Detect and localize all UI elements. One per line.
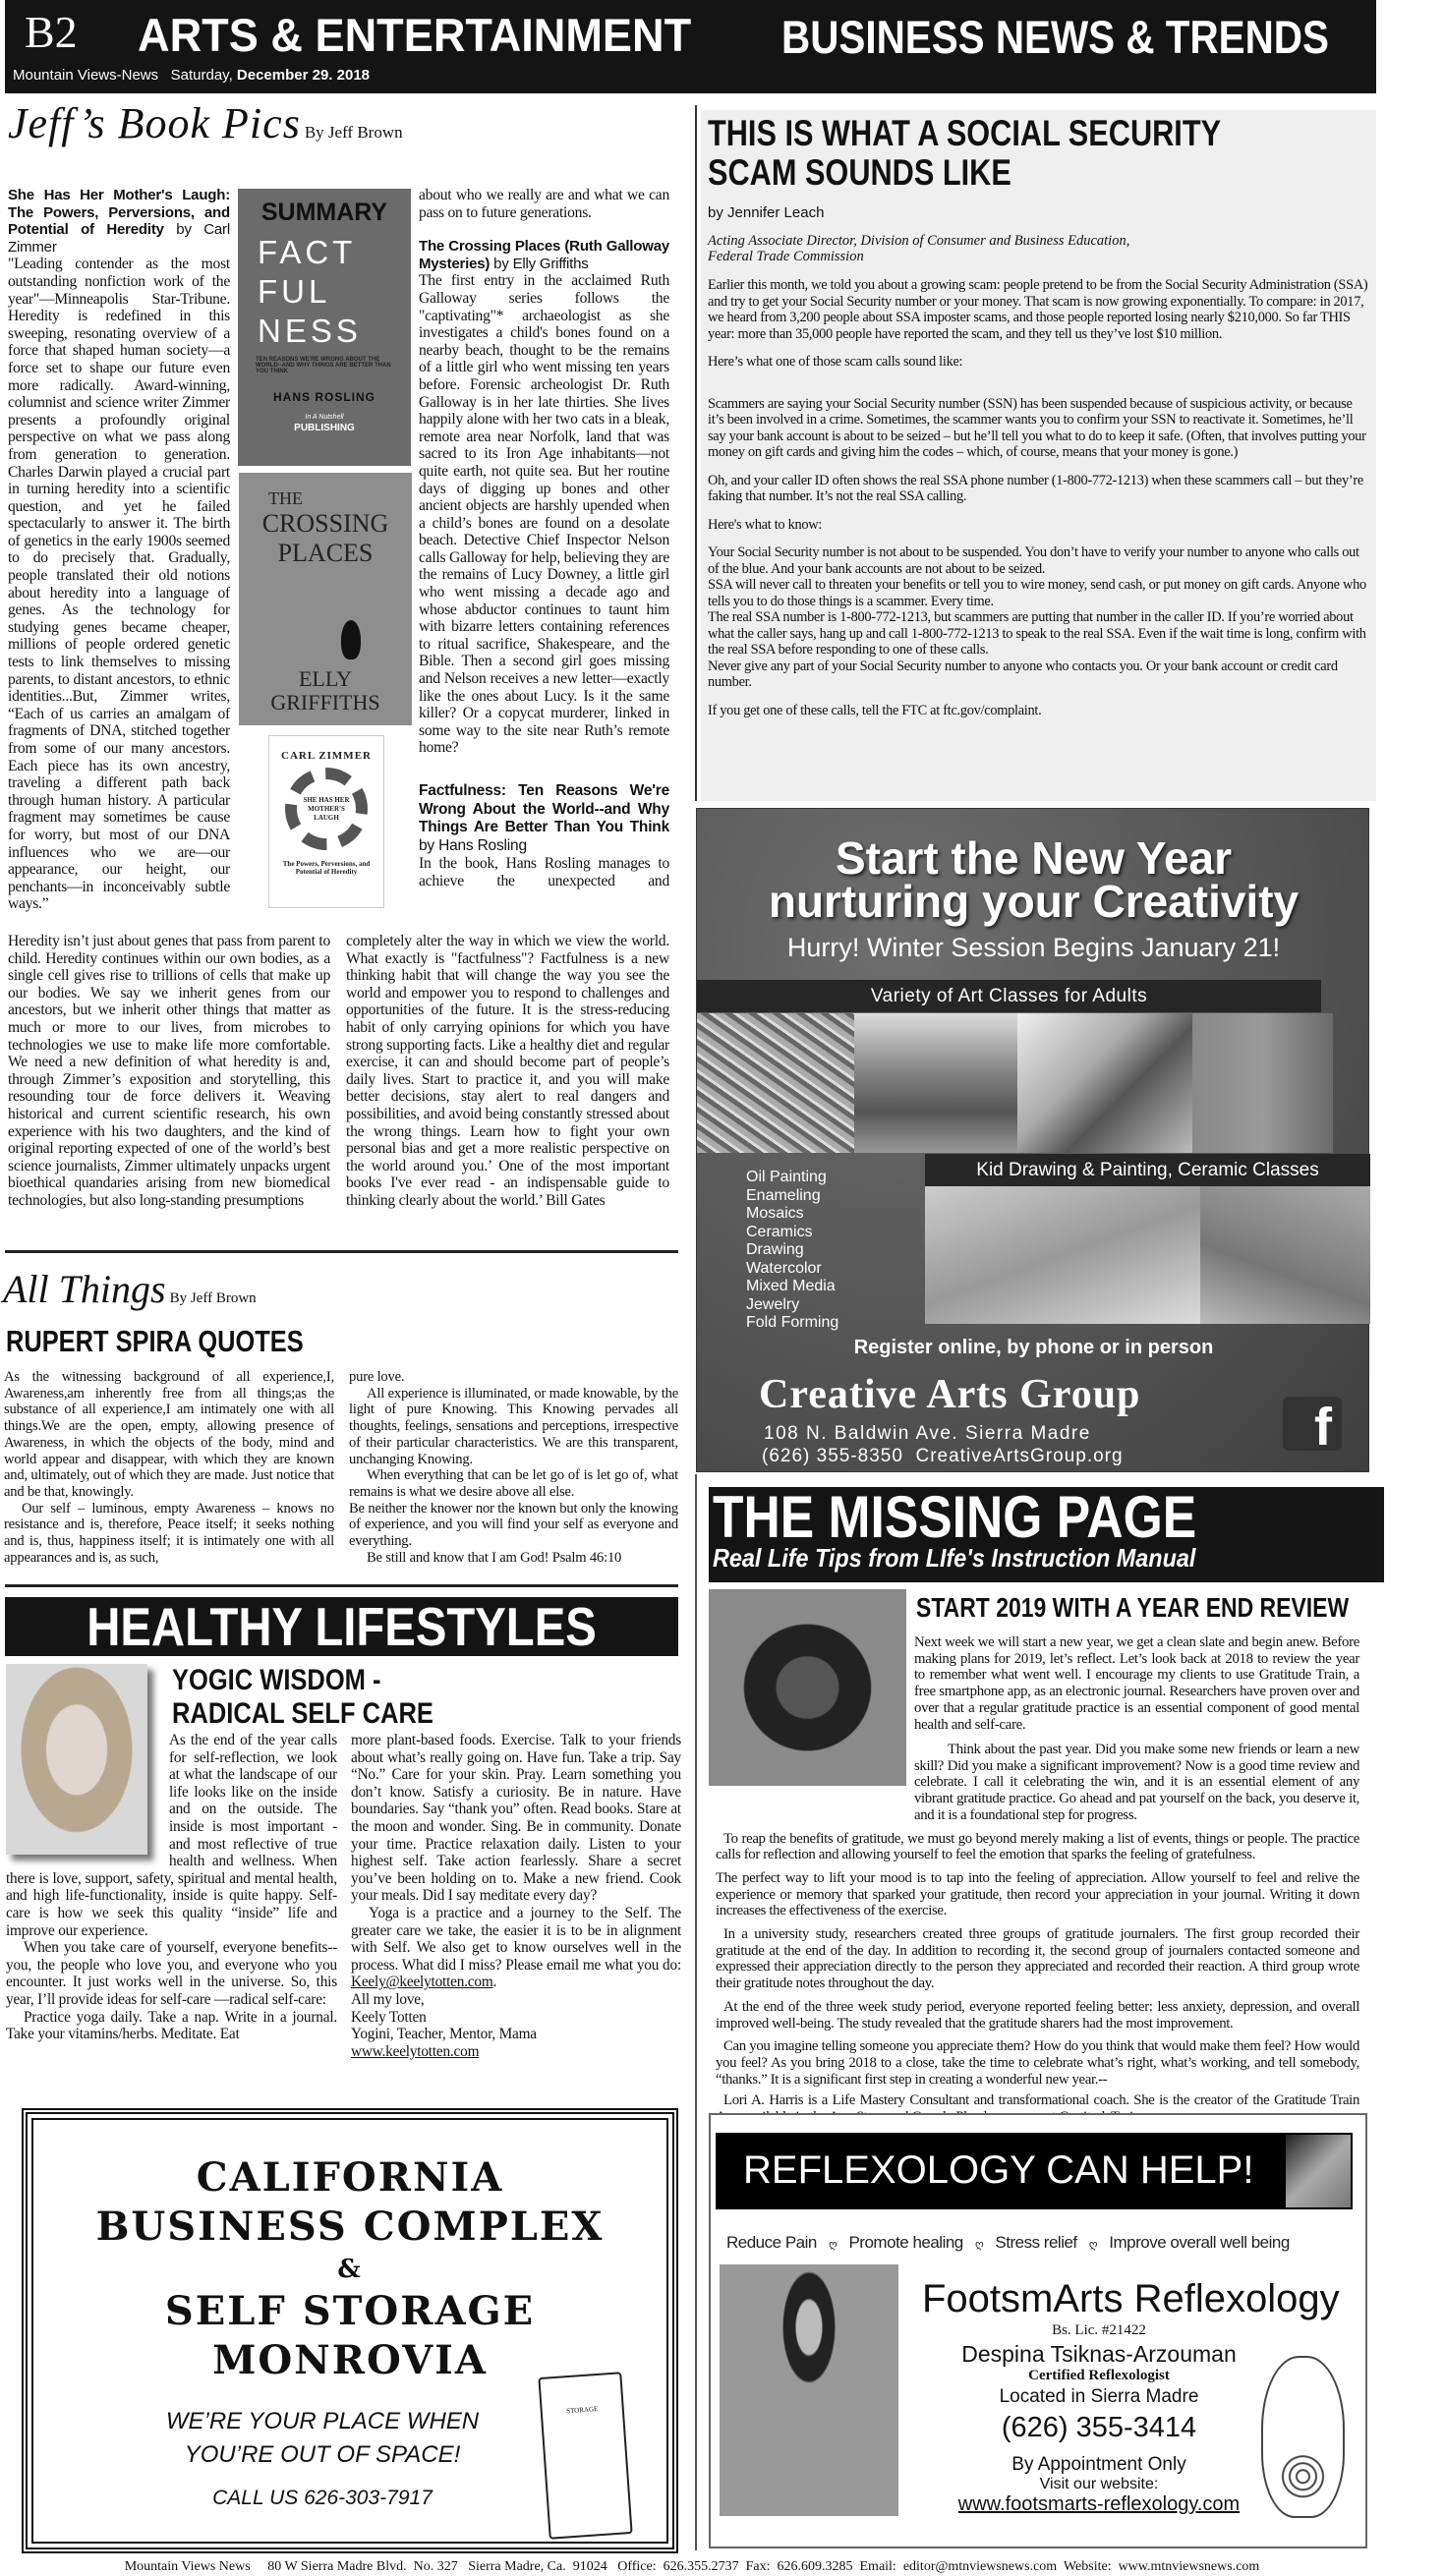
article-paragraph: Practice yoga daily. Take a nap. Write in a journal. Take your vitamins/herbs. Meditate. Eat bbox=[6, 2008, 337, 2043]
tagline-line: WE’RE YOUR PLACE WHEN bbox=[165, 2408, 480, 2434]
banner-text: REFLEXOLOGY CAN HELP! bbox=[743, 2148, 1254, 2192]
cover-title-line: FUL bbox=[258, 273, 331, 310]
book3-title: Factfulness: Ten Reasons We're Wrong About the World--and Why Things Are Better Than You Think bbox=[419, 782, 669, 835]
org-name: Creative Arts Group bbox=[759, 1372, 1141, 1417]
book-pics-byline: By Jeff Brown bbox=[304, 123, 403, 142]
cover-summary: SUMMARY bbox=[260, 199, 388, 226]
article-paragraph: The perfect way to lift your mood is to tap into the feeling of appreciation. Allow yourself to feel and relive the experience or memory that sparked your gratitude, then record your appreciation in your journal. Writing it down increases the effectiveness of the exercise. bbox=[716, 1869, 1359, 1919]
article-paragraph: Yoga is a practice and a journey to the Self. The greater care we take, the easier it is to be in alignment with Self. We also get to know ourselves well in the process. What did I miss? Please email me what you do: Keely@keelytotten.com. bbox=[351, 1904, 681, 1991]
cover-title-line: NESS bbox=[258, 313, 362, 349]
missing-page-headline bbox=[916, 1592, 1444, 1624]
scam-byline: by Jennifer Leach bbox=[708, 204, 825, 221]
quote-paragraph: Our self – luminous, empty Awareness – knows no resistance and is, therefore, Peace itself; it seeks nothing and is, thus, happiness itself; it is intimately one with all appearances and is, as such, bbox=[4, 1500, 334, 1566]
cover-title bbox=[238, 233, 411, 351]
issue-date: December 29. 2018 bbox=[236, 67, 371, 84]
creative-arts-ad[interactable] bbox=[696, 808, 1369, 1472]
class-item: Mixed Media bbox=[746, 1278, 836, 1294]
quote-paragraph: pure love. bbox=[349, 1369, 405, 1385]
facebook-glyph: f bbox=[1314, 1398, 1332, 1457]
article-paragraph: Oh, and your caller ID often shows the real SSA phone number (1-800-772-1213) when these scammers call – but they’re faking that number. It’s not the real SSA calling. bbox=[708, 472, 1363, 504]
all-things-title: All Things bbox=[3, 1267, 166, 1311]
ad-line: BUSINESS COMPLEX bbox=[95, 2204, 605, 2250]
signoff-line: All my love, bbox=[351, 1990, 425, 2008]
foot-reflexology-chart-icon bbox=[1261, 2356, 1345, 2518]
benefit-item: Improve overall well being bbox=[1109, 2233, 1290, 2252]
owl-icon bbox=[341, 620, 361, 659]
dateline bbox=[13, 67, 370, 84]
separator-icon: ღ bbox=[975, 2239, 984, 2251]
list-item: Never give any part of your Social Security number to anyone who contacts you. Or your bank account or credit card number. bbox=[708, 658, 1338, 690]
org-address: 108 N. Baldwin Ave. Sierra Madre bbox=[764, 1423, 1091, 1444]
cover-author: CARL ZIMMER bbox=[281, 750, 372, 762]
headline-text: START 2019 WITH A YEAR END REVIEW bbox=[916, 1592, 1350, 1623]
list-item: The real SSA number is 1-800-772-1213, but scammers are putting that number in the caller ID. If you’re worried about what the caller says, hang up and call 1-800-772-1213 to speak to the real SSA. Even if the wait time is long, confirm with the real SSA before responding to one of these calls. bbox=[708, 609, 1366, 658]
kids-banner: Kid Drawing & Painting, Ceramic Classes bbox=[925, 1154, 1370, 1186]
headline-line: SCAM SOUNDS LIKE bbox=[708, 152, 1011, 193]
what-to-know-list bbox=[708, 544, 1370, 691]
issue-day: Saturday, bbox=[170, 67, 233, 84]
role-line: Federal Trade Commission bbox=[708, 249, 864, 264]
banner-text: HEALTHY LIFESTYLES bbox=[87, 1596, 597, 1657]
yogic-left-column bbox=[6, 1732, 337, 2043]
photo-wrap-spacer bbox=[6, 1732, 169, 1858]
ad-line: MONROVIA bbox=[212, 2337, 488, 2383]
phone-number: (626) 355-3414 bbox=[1001, 2412, 1197, 2443]
book1-heading bbox=[8, 187, 230, 256]
book1-text-bottom: Heredity isn’t just about genes that pass from parent to child. Heredity continues within our own bodies, as a single cell gives rise to trillions of cells that make up our bodies. We say we inherit genes from our ancestors, but we inherit other things that matter as much or more to our lives, from microbes to technologies we use to make life more comfortable. We need a new definition of what heredity is and, through Zimmer’s exposition and storytelling, this resounding tour de force delivers it. Weaving historical and current scientific research, his own experience with his two daughters, and the kind of original reporting expected of one of the world’s best science journalists, Zimmer ultimately unpacks urgent bioethical quandaries arising from new biomedical technologies, but also long-standing presumptions bbox=[8, 933, 330, 1209]
cover-title: SHE HAS HER MOTHER'S LAUGH bbox=[303, 795, 350, 822]
license-number: Bs. Lic. #21422 bbox=[1052, 2322, 1146, 2338]
class-item: Fold Forming bbox=[746, 1314, 839, 1331]
book3-text-bottom: completely alter the way in which we view the world. What exactly is "factfulness"? Factfulness is a new thinking habit that will change the way you see the world and empower you to respond to challenges and opportunities of the future. It is the stress-reducing habit of only carrying opinions for which you have strong supporting facts. Like a healthy diet and regular exercise, it can and should become part of people’s daily lives. Start to practice it, and you will make better decisions, stay alert to real dangers and possibilities, and avoid being constantly stressed about the wrong things. Learn how to fight your own personal bias and get a more realistic perspective on the world around you.’ One of the most important books I've ever read - an indispensable guide to thinking clearly about the world.’ Bill Gates bbox=[346, 933, 669, 1209]
banner-title: THE MISSING PAGE bbox=[713, 1484, 1197, 1550]
foot-massage-photo bbox=[1286, 2135, 1351, 2207]
business-name: FootsmArts Reflexology bbox=[922, 2277, 1340, 2320]
article-paragraph bbox=[716, 1742, 1359, 1824]
kid-ceramics-photo bbox=[1200, 1186, 1370, 1324]
book2-title: The Crossing Places (Ruth Galloway Mysteries) bbox=[419, 238, 669, 272]
book3-text: In the book, Hans Rosling manages to achieve the unexpected and bbox=[419, 855, 669, 889]
class-item: Watercolor bbox=[746, 1259, 822, 1277]
book-pics-masthead bbox=[8, 98, 403, 148]
reflexology-details bbox=[902, 2277, 1340, 2516]
scam-article-rule bbox=[695, 105, 697, 801]
book3-heading bbox=[419, 782, 669, 855]
separator-icon: ღ bbox=[829, 2239, 838, 2251]
all-things-masthead bbox=[3, 1266, 257, 1312]
storage-tagline bbox=[116, 2405, 529, 2515]
scam-headline bbox=[708, 114, 1370, 193]
list-item: SSA will never call to threaten your benefits or tell you to wire money, send cash, or put money on gift cards. Anyone who tells you to do those things is a scammer. Every time. bbox=[708, 577, 1366, 609]
article-paragraph: more plant-based foods. Exercise. Talk to your friends about what’s really going on. Have fun. Take a trip. Say “No.” Care for your skin. Pray. Learn something you don’t know. Satisfy a curiosity. Be in nature. Have boundaries. Say “thank you” often. Read books. Stare at the moon and wonder. Sing. Be in community. Donate your time. Practice relaxation daily. Listen to your highest self. Take action fearlessly. Share a secret you’ve been holding on to. Make a new friend. Cook your meals. Did I say meditate every day? bbox=[351, 1732, 681, 1905]
list-item: Your Social Security number is not about to be suspended. You don’t have to verify your number to anyone who calls out of the blue. And your bank accounts are not about to be seized. bbox=[708, 544, 1359, 577]
class-item: Mosaics bbox=[746, 1205, 804, 1222]
cover-publisher: PUBLISHING bbox=[294, 423, 355, 433]
crossing-places-cover bbox=[239, 473, 412, 725]
cover-title-line: FACT bbox=[258, 234, 357, 270]
article-paragraph: If you get one of these calls, tell the FTC at ftc.gov/complaint. bbox=[708, 702, 1042, 718]
role-line: Acting Associate Director, Division of Consumer and Business Education, bbox=[708, 233, 1130, 249]
quote-paragraph: Be still and know that I am God! Psalm 46:10 bbox=[367, 1549, 622, 1566]
healthy-lifestyles-banner bbox=[5, 1597, 678, 1656]
mothers-laugh-cover bbox=[268, 735, 384, 908]
book1-text: "Leading contender as the most outstanding nonfiction work of the year"—Minneapolis Star-Tribune. Heredity is redefined in this sweeping, resonating overview of a force that shaped human society—a force set to shape our future even more radically. Award-winning, columnist and science writer Zimmer presents a profoundly original perspective on what we pass along from generation to generation. Charles Darwin played a crucial part in turning heredity into a scientific question, and yet he failed spectacularly to answer it. The birth of genetics in the early 1900s seemed to do precisely that. Gradually, people translated their old notions about heredity into a language of genes. As the technology for studying genes became cheaper, millions of people ordered genetic tests to link themselves to missing parents, to distant ancestors, to ethnic identities...But, Zimmer writes, “Each of us carries an amalgam of fragments of DNA, stitched together from some of our many ancestors. Each piece has its own ancestry, traveling a different path back through human history. A particular fragment may sometimes be cause for worry, but most of our DNA influences who we are—our appearance, our height, our penchants—in inconceivably subtle ways.” bbox=[8, 256, 230, 913]
rupert-spira-headline bbox=[6, 1324, 369, 1359]
article-paragraph: Can you imagine telling someone you appreciate them? How do you think that would make them feel? How would you feel? As you bring 2018 to a close, take the time to celebrate what’s right, what’s working, and tell somebody, “thanks.” It is a significant first step in creating a wonderful new year.-- bbox=[716, 2038, 1359, 2088]
signoff-line: Yogini, Teacher, Mentor, Mama bbox=[351, 2026, 537, 2043]
article-paragraph: As the end of the year calls for self-reflection, we look at what the landscape of our life looks like on the inside and on the outside. The inside is most important - and most reflective of true health and wellness. When there is love, support, safety, spiritual and mental health, and high life-functionality, inside is quite happy. Self-care is how we seek this quality “inside” life and improve our experience. bbox=[6, 1732, 337, 1939]
book-right-column bbox=[419, 187, 669, 889]
author-bio: Lori A. Harris is a Life Mastery Consultant and transformational coach. She is the creator of the Gratitude Train bbox=[723, 2092, 1359, 2108]
quote-paragraph: As the witnessing background of all experience,I, Awareness,am inherently free from all things;as the substance of all experience,I am intimately one with all things.We are the open, empty, allowing presence of Awareness, in which the objects of the body, mind and world appear and disappear, with which they are known and, ultimately, out of which they are made. Just notice that and be that, knowingly. bbox=[4, 1369, 334, 1500]
benefit-item: Stress relief bbox=[995, 2233, 1077, 2252]
kid-painting-photo bbox=[925, 1186, 1200, 1324]
visit-note: Visit our website: bbox=[1039, 2476, 1159, 2492]
book1-text-continued: about who we really are and what we can pass on to future generations. bbox=[419, 187, 669, 221]
signoff bbox=[351, 1991, 681, 2060]
book2-author: by Elly Griffiths bbox=[490, 255, 589, 272]
storage-ad[interactable] bbox=[22, 2108, 678, 2553]
benefit-item: Promote healing bbox=[848, 2233, 963, 2252]
right-column-rule bbox=[695, 1474, 697, 2550]
paragraph-text: Yoga is a practice and a journey to the Self. The greater care we take, the easier it is to be in alignment with Self. We also get to know ourselves well in the process. What did I miss? Please email me what you do: bbox=[351, 1904, 681, 1974]
ad-line: SELF STORAGE bbox=[164, 2288, 536, 2334]
banner-subtitle: Real Life Tips from LIfe's Instruction Manual bbox=[713, 1543, 1196, 1573]
paper-name: Mountain Views-News bbox=[13, 67, 159, 84]
headline-line: Start the New Year bbox=[835, 832, 1233, 884]
page-footer: Mountain Views News 80 W Sierra Madre Blvd. No. 327 Sierra Madre, Ca. 91024 Office: 626.355.2737 Fax: 626.609.3285 Email: editor@mtnviewsnews.com Website: www.mtnviewsnews.com bbox=[124, 2559, 1260, 2574]
cover-publisher: In A Nutshell bbox=[305, 414, 344, 421]
storage-cabinet-illustration bbox=[538, 2372, 632, 2540]
headline-text: RUPERT SPIRA QUOTES bbox=[6, 1324, 304, 1358]
ad-line: & bbox=[337, 2255, 363, 2284]
appointment-note: By Appointment Only bbox=[1011, 2454, 1186, 2475]
book1-author: by Carl Zimmer bbox=[8, 221, 230, 256]
adults-banner: Variety of Art Classes for Adults bbox=[697, 980, 1321, 1012]
tagline-line: YOU’RE OUT OF SPACE! bbox=[184, 2441, 461, 2468]
section-divider bbox=[5, 1250, 678, 1253]
book3-author: by Hans Rosling bbox=[419, 836, 527, 854]
quote-paragraph: Be neither the knower nor the known but only the knowing of experience, and you will find your self as everyone and everything. bbox=[349, 1500, 678, 1550]
scam-article bbox=[701, 110, 1376, 801]
article-paragraph: Earlier this month, we told you about a growing scam: people pretend to be from the Social Security Administration (SSA) and try to get your Social Security number or your money. That scam is now growing exponentially. To compare: in 2017, we heard from 3,200 people about SSA imposter scams, and those people reported losing nearly $210,000. So far THIS year: more than 35,000 people have reported the scam, and they tell us they’ve lost $10 million. bbox=[708, 277, 1368, 342]
class-item: Drawing bbox=[746, 1241, 804, 1258]
quote-paragraph: All experience is illuminated, or made knowable, by the light of pure Knowing. This Knowing pervades all thoughts, feelings, sensations and perceptions, irrespective of their particular characteristics. We are this transparent, unchanging Knowing. bbox=[349, 1385, 678, 1467]
org-phone: (626) 355-8350 bbox=[762, 1446, 903, 1466]
missing-page-banner bbox=[709, 1484, 1384, 1582]
factfulness-cover bbox=[238, 189, 411, 466]
reflexology-ad[interactable] bbox=[709, 2113, 1367, 2548]
article-paragraph: In a university study, researchers created three groups of gratitude journalers. The first group recorded their gratitude at the end of the day. In addition to recording it, the second group of journalers contacted someone and expressed their appreciation directly to the person they appreciated and recorded their reaction. A third group wrote their gratitude notes throughout the day. bbox=[716, 1926, 1359, 1992]
article-paragraph: Here's what to know: bbox=[708, 516, 823, 533]
reflexology-banner bbox=[716, 2133, 1353, 2209]
book2-text: The first entry in the acclaimed Ruth Galloway series follows the "captivating"* archaeologist as she investigates a child's bones found on a nearby beach, thought to be the remains of a little girl who went missing ten years before. Forensic archeologist Dr. Ruth Galloway is in her late thirties. She lives happily alone with her two cats in a bleak, remote area near Norfolk, land that was sacred to its Iron Age inhabitants—not quite earth, not quite sea. But her routine days of digging up bones and other ancient objects are harshly upended when a child’s bones are found on a desolate beach. Detective Chief Inspector Nelson calls Galloway for help, believing they are the remains of Lucy Downey, a little girl who went missing a decade ago and whose abductor continues to taunt him with bizarre letters containing references to ritual sacrifice, Shakespeare, and the Bible. Then a second girl goes missing and Nelson receives a new letter—exactly like the ones about Lucy. Is it the same killer? Or a copycat murderer, linked in some way to the site near Ruth’s remote home? bbox=[419, 272, 669, 757]
headline-line: YOGIC WISDOM - bbox=[172, 1664, 381, 1696]
mixed-media-photo bbox=[1192, 1013, 1333, 1153]
article-paragraph: Next week we will start a new year, we get a clean slate and begin anew. Before making plans for 2019, let’s reflect. Let’s look back at 2018 to review the year to remember what went well. I encourage my clients to use Gratitude Train, a free smartphone app, as an electronic journal. Researchers have proven over and over that a regular gratitude practice is an essential component of good mental health and self-care. bbox=[914, 1634, 1359, 1733]
illustration-label: STORAGE bbox=[565, 2405, 599, 2416]
cover-subtitle: The Powers, Perversions, and Potential of Heredity bbox=[282, 860, 371, 876]
mosaic-photo bbox=[697, 1013, 854, 1153]
book1-title: She Has Her Mother's Laugh: The Powers, Perversions, and Potential of Heredity bbox=[8, 187, 230, 239]
storage-phone: CALL US 626-303-7917 bbox=[212, 2487, 433, 2509]
yogic-wisdom-headline bbox=[172, 1664, 480, 1731]
class-item: Jewelry bbox=[746, 1295, 800, 1313]
facebook-icon[interactable] bbox=[1283, 1397, 1342, 1457]
headline-line: nurturing your Creativity bbox=[768, 876, 1300, 927]
org-website[interactable]: CreativeArtsGroup.org bbox=[915, 1446, 1124, 1466]
article-paragraph: Here’s what one of those scam calls sound like: bbox=[708, 354, 963, 370]
location: Located in Sierra Madre bbox=[999, 2386, 1199, 2407]
headline-line: THIS IS WHAT A SOCIAL SECURITY bbox=[708, 113, 1222, 153]
quote-paragraph: When everything that can be let go of is let go of, what remains is what we desire above all else. bbox=[349, 1467, 678, 1500]
scam-author-role bbox=[708, 233, 1370, 264]
book2-heading bbox=[419, 238, 669, 272]
register-text: Register online, by phone or in person bbox=[853, 1337, 1214, 1358]
practitioner-name: Despina Tsiknas-Arzouman bbox=[961, 2341, 1237, 2367]
reflexologist-photo bbox=[720, 2264, 898, 2516]
enamel-leaf-photo bbox=[1017, 1013, 1192, 1153]
page-header bbox=[5, 0, 1376, 93]
author-bio-clipped bbox=[716, 2092, 1359, 2113]
section-title-right bbox=[781, 10, 1418, 64]
cover-author: HANS ROSLING bbox=[272, 390, 375, 404]
storage-ad-name bbox=[28, 2153, 672, 2385]
signoff-line: Keely Totten bbox=[351, 2008, 427, 2026]
cover-the: THE bbox=[268, 488, 303, 508]
class-item: Enameling bbox=[746, 1186, 821, 1204]
ad-line: CALIFORNIA bbox=[196, 2154, 504, 2201]
book-pics-title: Jeff’s Book Pics bbox=[8, 99, 301, 147]
separator-icon: ღ bbox=[1088, 2239, 1098, 2251]
page-number: B2 bbox=[25, 7, 78, 57]
dna-ring-icon bbox=[285, 768, 368, 850]
cover-subtitle: TEN REASONS WE'RE WRONG ABOUT THE WORLD--AND WHY THINGS ARE BETTER THAN YOU THINK bbox=[256, 357, 391, 374]
section-left-label: ARTS & ENTERTAINMENT bbox=[138, 9, 692, 61]
benefit-item: Reduce Pain bbox=[726, 2233, 817, 2252]
website-link[interactable]: www.footsmarts-reflexology.com bbox=[957, 2493, 1241, 2515]
cover-author: ELLY GRIFFITHS bbox=[270, 666, 380, 715]
scam-body bbox=[708, 277, 1370, 718]
book1-column bbox=[8, 187, 230, 913]
session-notice: Hurry! Winter Session Begins January 21! bbox=[786, 933, 1281, 962]
missing-page-intro bbox=[914, 1634, 1359, 1733]
certification: Certified Reflexologist bbox=[1028, 2368, 1170, 2383]
class-list bbox=[746, 1169, 838, 1333]
yogic-right-column bbox=[351, 1732, 681, 2060]
benefits-line bbox=[726, 2233, 1290, 2253]
section-right-label: BUSINESS NEWS & TRENDS bbox=[781, 11, 1329, 63]
landscape-painting-photo bbox=[854, 1013, 1017, 1153]
article-paragraph: At the end of the three week study period, everyone reported feeling better: less anxiety, depression, and overall improved well-being. The study revealed that the gratitude sharers had the most improvement. bbox=[716, 1998, 1359, 2032]
all-things-left-column bbox=[4, 1369, 334, 1566]
section-divider bbox=[5, 1584, 678, 1587]
missing-page-body bbox=[716, 1742, 1359, 2088]
article-paragraph: To reap the benefits of gratitude, we must go beyond merely making a list of events, things or people. The practice calls for reflection and allowing yourself to feel the emotion that sparks the feeling of gratefulness. bbox=[716, 1830, 1359, 1863]
article-paragraph: When you take care of yourself, everyone benefits-- you, the people who love you, and everyone who you encounter. It just works well in the universe. So, this year, I’ll provide ideas for self-care —radical self-care: bbox=[6, 1939, 337, 2008]
class-item: Oil Painting bbox=[746, 1169, 827, 1185]
org-contact bbox=[762, 1446, 1124, 1467]
article-paragraph: Scammers are saying your Social Security number (SSN) has been suspended because of suspicious activity, or because it’s been involved in a crime. Sometimes, the scammer wants you to confirm your SSN to reactivate it. Sometimes, he’ll say your bank account is about to be seized – but he’ll tell you what to do to keep it safe. (Often, that involves putting your money on gift cards and giving him the codes – which, of course, means that your money is gone.) bbox=[708, 395, 1366, 460]
cover-title: CROSSING PLACES bbox=[261, 509, 389, 567]
website-link[interactable]: www.keelytotten.com bbox=[351, 2042, 480, 2060]
all-things-byline: By Jeff Brown bbox=[169, 1290, 257, 1306]
section-title-left bbox=[138, 8, 715, 62]
email-link[interactable]: Keely@keelytotten.com bbox=[351, 1974, 493, 1991]
paragraph-text: Think about the past year. Did you make some new friends or learn a new skill? Did you make a significant improvement? Now is a good time review and celebrate. I call it celebrating the win, and it is an essential element of any vibrant gratitude practice. Go ahead and pat yourself on the back, you deserve it, and it is a foundational step for progress. bbox=[914, 1742, 1359, 1823]
ad-headline bbox=[697, 832, 1370, 927]
all-things-right-column bbox=[349, 1369, 678, 1566]
class-item: Ceramics bbox=[746, 1223, 813, 1240]
headline-line: RADICAL SELF CARE bbox=[172, 1697, 433, 1730]
